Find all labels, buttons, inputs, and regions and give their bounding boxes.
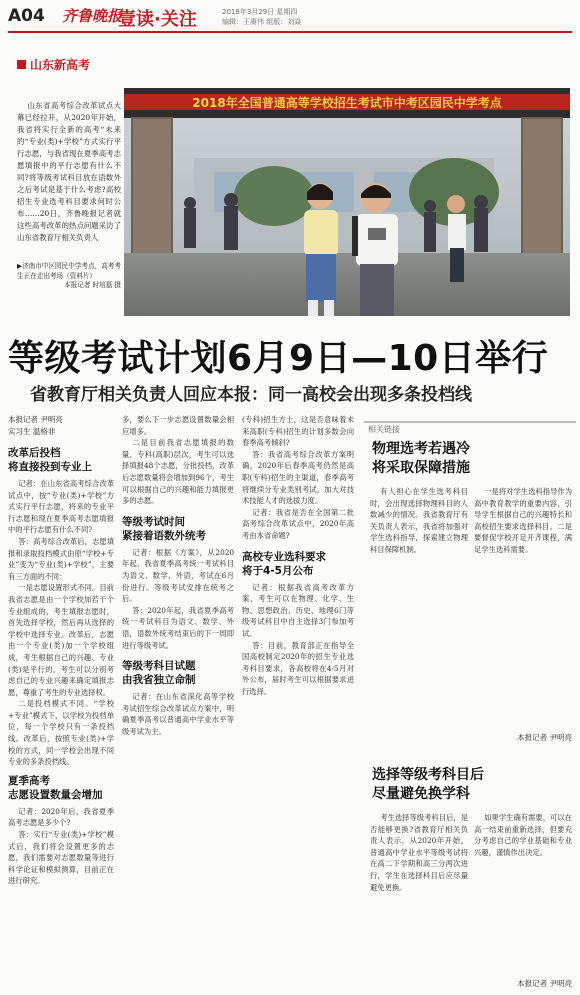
photo-caption [17,262,121,291]
paragraph: 二是投档模式不同。“学校+专业”模式下，以学校为投档单位，每一个学校只有一条投档线。改革后，按照专业(类)+学校的方式，同一学校会出现不同专业的多条投档线。 [8,699,114,767]
byline-intern: 实习生 温格非 [8,427,56,436]
paragraph: 考生选择等级考科目后，是否能够更换?省教育厅相关负责人表示，从2020年开始，普通高中学业水平等级考试将在高二下学期和高三分两次进行，学生在选择科目后应尽量避免更换。 [370,813,468,892]
masthead [0,0,580,36]
news-photo [124,88,570,316]
sidebar-body-2b [474,812,572,972]
paragraph: 答：2020年起，我省夏季高考统一考试科目为语文、数学、外语，语数外统考结束后的下一周即进行等级考试。 [122,605,234,650]
subhead-1: 改革后投档 将直接投到专业上 [8,447,92,473]
paragraph: 答：高考综合改革后，志愿填报和录取投档模式由原“学校+专业”变为“专业(类)+学校”，主要有三方面的不同： [8,536,114,581]
section-title: 壹读·关注 [118,9,197,30]
paragraph: 答：目前，教育部正在指导全国高校制定2020年的招生专业选考科目要求，各高校将在4-5月对外公布，届时考生可以根据要求进行选择。 [242,640,354,696]
sidebar-rule [364,421,576,423]
paragraph: 记者：根据我省高考改革方案，考生可以在物理、化学、生物、思想政治、历史、地理6门等级考试科目中自主选择3门参加考试。 [242,582,354,638]
subhead-3: 等级考试时间 紧接着语数外统考 [122,515,206,542]
sidebar-body-1b [474,486,572,716]
paragraph: (专科)招生方士，这是否意味着未来高职(专科)招生的计划多数会向春季高考倾斜? [242,415,354,448]
sidebar-author-1: 本报记者 尹明亮 [517,733,572,742]
section-tag-label: 山东新高考 [30,58,91,72]
subhead-2: 夏季高考 志愿设置数量会增加 [8,774,103,801]
paragraph: 二是目前我省志愿填报的数量，专科(高职)层次，考生可以选择填报48个志愿，分批投档，改革后志愿数量将会增加到96个，考生可以根据自己的兴趣和能力填报更多的志愿。 [122,438,234,506]
paragraph: 答：我省高考综合改革方案明确，2020年后春季高考仍然是高职(专科)招生的主渠道，春季高考将继续分专业类别考试，加大对技术技能人才的选拔力度。 [242,449,354,506]
issue-date: 2018年3月29日 星期四 [222,8,298,16]
gate-banner-text: 2018年全国普通高等学校招生考试市中考区园民中学考点 [192,96,502,110]
tag-marker [17,60,26,69]
byline-reporter: 本报记者 尹明亮 [8,415,63,424]
paragraph: 答：实行“专业(类)+学校”模式后，我们将会设置更多的志愿，我们需要对志愿数量等进行科学论证和模拟测算，目前正在进行研究。 [8,830,114,886]
issue-editor: 编辑：王赓伟 组版：刘焱 [222,18,302,26]
sidebar-author-2: 本报记者 尹明亮 [517,979,572,988]
sidebar-title-1: 物理选考若遇冷 将采取保障措施 [372,441,470,476]
paragraph: 如果学生确有需要，可以在高一结束前重新选择，但要充分考虑自己的学业基础和专业兴趣，谨慎作出决定。 [474,813,572,857]
paragraph: 一是志愿设置形式不同。目前我省志愿是由一个学校加若干个专业组成的，考生填报志愿时，首先选择学校，然后再从选择的学校中选择专业。改革后，志愿由一个专业(类)加一个学校组成，考生根据自己的兴趣、专业(类)是平行的，考生可以分别考虑自己的专业兴趣来确定填报志愿，尊重了考生的专业选择权。 [8,583,114,697]
sidebar-label: 相关链接 [368,425,400,434]
byline [8,414,108,438]
paragraph: 有人担心在学生选考科目时，会出现选择物理科目的人数减少的情况。我省教育厅有关负责人表示，我省将加强对学生选科指导，探索建立物理科目保障机制。 [370,487,468,554]
paragraph: 记者：2020年后，我省夏季高考志愿是多少个? [8,806,114,828]
paragraph: 记者：根据《方案》，从2020年起，我省夏季高考统一考试科目为语文、数学、外语，考试在6月份进行。等级考试安排在统考之后。 [122,547,234,604]
article-column-3 [242,414,354,991]
article-column-1 [8,446,114,991]
masthead-rule [8,31,572,33]
sidebar-body-1a [370,486,468,716]
caption-credit: 本报记者 时培磊 摄 [64,281,121,289]
paragraph: 记者：在山东省高考综合改革试点中，按“专业(类)+学校”方式实行平行志愿，将来的专业平行志愿和现在夏季高考志愿填报中的平行志愿有什么不同? [8,479,114,535]
issue-meta [222,7,301,27]
page-number: A04 [8,6,45,26]
main-headline: 等级考试计划6月9日—10日举行 [8,338,549,379]
paragraph: 一是将对学生选科指导作为高中教育教学的重要内容，引导学生根据自己的兴趣特长和高校招生要求选择科目。二是要督促学校开足开齐课程，满足学生选科需要。 [474,487,572,554]
sub-headline: 省教育厅相关负责人回应本报：同一高校会出现多条投档线 [30,385,472,405]
paragraph: 记者：在山东省深化高等学校考试招生综合改革试点方案中，明确夏季高考以普通高中学业水平等级考试为主。 [122,692,234,736]
article-column-2 [122,414,234,991]
caption-text: ▶济南市中区园民中学考点，高考考生正在走出考场（资料片） [17,262,121,280]
paragraph: 多，要么下一步志愿设置数量会相应增多。 [122,415,234,436]
subhead-4: 等级考科目试题 由我省独立命制 [122,660,196,687]
sidebar-body-2a [370,812,468,982]
photo-illustration [124,88,570,316]
paragraph: 记者：我省是否在全国第二批高考综合改革试点中，2020年高考由本省命题? [242,507,354,540]
subhead-5: 高校专业选科要求 将于4-5月公布 [242,550,326,577]
newspaper-logo: 齐鲁晚报 [62,7,123,25]
intro-text: 山东省高考综合改革试点大幕已经拉开，从2020年开始，我省将实行全新的高考“未来的“专业(类)+学校”方式实行平行志愿，与我省现在夏季高考志愿填报中的平行志愿有什么不同?将等级考试科目放在语数外之后考试是基于什么考虑?高校招生专业选考科目要求何时公布……20日，齐鲁晚报记者就这些高考改革的热点问题采访了山东省教育厅相关负责人 [17,101,121,242]
sidebar-title-2: 选择等级考科目后 尽量避免换学科 [372,767,484,802]
